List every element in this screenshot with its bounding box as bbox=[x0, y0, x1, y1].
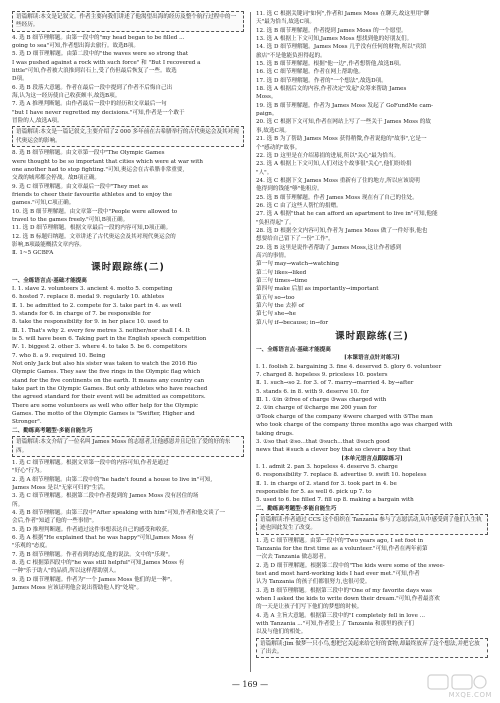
answer-line: "人"。 bbox=[256, 169, 273, 176]
reading-note-text: 语篇解读:Jim 做梦一只小鸟,想把它关起来给它好的食物,却最终放弃了这个想法,并把它放了出去。 bbox=[260, 640, 480, 656]
section-title-lesson-2: 课时跟踪练(二) bbox=[91, 261, 165, 273]
answer-line: 他得到的钱能"够"他租房。 bbox=[256, 186, 323, 193]
answer-line: taking drugs. bbox=[256, 430, 294, 437]
answer-line: 17. 选 D 细节理解题。作者的"一个想法",故选D项。 bbox=[256, 77, 387, 84]
answer-line: 27. 选 A 根据"that he can afford an apartment to live in"可知,他能 bbox=[256, 211, 438, 218]
section-title-lesson-3: 课时跟踪练(三) bbox=[335, 331, 409, 343]
left-block-2 bbox=[12, 277, 244, 593]
answer-line: little"可知,作者被大浪推到岩石上,受了伤但最后恢复了一些。故选 bbox=[12, 68, 177, 75]
reading-note-box bbox=[12, 11, 244, 32]
answer-line: I was pushed against a rock with such force" 和 "But I recovered a bbox=[12, 59, 201, 66]
answer-line: 第五句 so→too bbox=[256, 294, 295, 301]
answer-line: 11. 选 D 细节理解题。根据文章最后一段的内容可知,D项正确。 bbox=[12, 225, 172, 232]
answer-line: 12. 选 B 标题归纳题。文章讲述了古代奥运会及其对现代奥运会的 bbox=[12, 233, 176, 240]
answer-line: 3. ①so that ②so...that ③such...that ③such good bbox=[256, 438, 390, 445]
answer-line: "负担得起"了。 bbox=[256, 219, 295, 226]
answer-line: test and most hard-working kids I had ever met."可知,作者 bbox=[256, 571, 420, 577]
answer-line: 5. 选 D 细节理解题。由第二段中的"the waves were so strong that bbox=[12, 51, 189, 58]
answer-line: 1. 选 C 细节理解题。根据文章第一段中的内容可知,作者是通过 bbox=[12, 459, 169, 466]
answer-line: take part in the Olympic Games. But only athletes who have reached bbox=[12, 386, 208, 393]
answer-line: 26. 选 C 由了这些人帮忙的捐赠。 bbox=[256, 202, 342, 209]
answer-line: 2. ①in charge of ②charge me 200 yuan for bbox=[256, 405, 377, 412]
answer-line: 24. 选 C 根据下文 James Moss 重新有了住的地方,所以应该说明 bbox=[256, 177, 420, 184]
answer-line: ③Took charge of the company ④were charged with ⑤The man bbox=[256, 413, 433, 420]
answer-line: 第二句 likes→liked bbox=[256, 269, 307, 276]
answer-line: 以及与他们的相处。 bbox=[256, 629, 307, 636]
answer-line: Ⅱ. 1. be admitted to 2. compete for 3. take part in 4. as well bbox=[12, 302, 182, 309]
answer-line: 8. 选 B 细节理解题。由文章第一段中"The Olympic Games bbox=[12, 150, 165, 157]
answer-line: 高兴的事情。 bbox=[256, 252, 290, 259]
answer-line: Tanzania for the first time as a volunteer."可知,作者在两年前第 bbox=[256, 545, 428, 552]
answer-line: "but I have never regretted my decisions."可知,作者是一个敢于 bbox=[12, 109, 185, 116]
answer-line: 第四句 make 后加 as importantly→important bbox=[256, 286, 379, 293]
answer-line: Ⅱ. 1. in charge of 2. stand for 3. took part in 4. be bbox=[256, 480, 397, 487]
answer-line: 认为 Tanzania 的孩子们都很努力,也很可爱。 bbox=[256, 579, 371, 586]
answer-line: travel to the games freely."可知,B项正确。 bbox=[12, 216, 129, 223]
answer-line: 6. 选 B 段落大意题。作者在最后一段中提到了作者不后悔自己出 bbox=[12, 84, 173, 91]
answer-line: 的一天是让孩子们写下他们的梦想的时候。 bbox=[256, 604, 363, 611]
watermark-logo bbox=[422, 673, 492, 699]
answer-line: 第三句 times→time bbox=[256, 278, 308, 284]
answer-line: 第七句 she→he bbox=[256, 311, 296, 318]
answer-line: James Moss 是以"无家可归的"生活。 bbox=[12, 484, 109, 491]
answer-line: 10. 选 B 细节理解题。由文章第一段中"People were allowed to bbox=[12, 208, 178, 215]
answer-line: were thought to be so important that cities which were at war with bbox=[12, 158, 203, 165]
answer-line: James Moss 应该证明他会说出帮助他人的"处境"。 bbox=[12, 585, 143, 591]
answer-line: 5. stands 6. in 8. with 9. deserve 10. for bbox=[256, 388, 369, 395]
answer-line: when I asked the kids to write down their dream."可知,作者最喜欢 bbox=[256, 596, 440, 603]
answer-line: 天"最为恰当,故选C项。 bbox=[256, 19, 315, 26]
answer-line: with Tanzania ..."可知,作者爱上了 Tanzania 和那里的孩子们 bbox=[256, 621, 415, 628]
answer-line: 6. responsibility 7. replace 8. advertise 9. swift 10. hopeless bbox=[256, 472, 427, 479]
answer-line: 15. 选 B 细节理解题。根据"他一边",作者想帮他,故选B项。 bbox=[256, 61, 405, 68]
answer-line: 想要给自己留下了一份"工作"。 bbox=[256, 236, 334, 243]
answer-line: 11. 选 C 根据关键词"如何",作者和 James Moss 在聊天,故这里用"聊 bbox=[256, 11, 430, 17]
answer-line: 4. 选 A 主旨大意题。根据第三段中的"I completely fell in love ... bbox=[256, 612, 426, 619]
answer-line: Ⅲ. 1. That's why 2. every few metres 3. neither/nor shall I 4. It bbox=[12, 327, 191, 334]
answer-line: 交战的城邦都会停战。故B项正确。 bbox=[12, 175, 101, 182]
reading-note-text: 语篇解读:本文介绍了一位名叫 James Moss 的志愿者,让他感恩并且记住了爱的好的东西。 bbox=[16, 439, 231, 454]
answer-line: 冒险的人,故选A项。 bbox=[12, 118, 63, 125]
answer-line: the agreed standard for their event will be admitted as competitors. bbox=[12, 394, 206, 401]
answer-line: going to sea"可知,作者想出海去旅行。故选B项。 bbox=[12, 43, 139, 50]
answer-line: 13. 选 A 根据上下文可知,James Moss 想找到他的好朋友们。 bbox=[256, 36, 413, 43]
answer-line: 3. 选 C 细节理解题。根据第二段中作者提到的 James Moss 没有居住的场 bbox=[12, 493, 199, 500]
answer-line: paign。 bbox=[256, 111, 278, 118]
answer-line: 22. 选 D 这里是在介绍募捐的进展,所以"关心"最为恰当。 bbox=[256, 152, 400, 159]
answer-line: 海,认为这一经历使自己收获颇丰,故选B项。 bbox=[12, 93, 121, 100]
answer-line: Not only Jack but also his sister was taken to watch the 2016 Rio bbox=[12, 361, 197, 368]
answer-line: 8. take the responsibility for 9. in her place 10. used to bbox=[12, 319, 169, 326]
answer-line: 21. 选 B 为了帮助 James Moss 获得稍微,作者说他的"故事",它是一 bbox=[256, 136, 427, 143]
answer-line: 2. 选 A 细节理解题。由第二段中的"he hadn't found a house to live in"可知, bbox=[12, 476, 213, 483]
answer-line: 7. who 8. a 9. required 10. Being bbox=[12, 352, 106, 359]
answer-line: Stronger". bbox=[12, 419, 42, 426]
answer-line: 一种"乐于助人"的品质,所以这样帮助别人。 bbox=[12, 568, 120, 575]
answer-line: 旅店"不是他能负担得起的。 bbox=[256, 52, 326, 59]
answer-line: 25. 选 B 细节理解题。作者 James Moss 现在有了自己的住处。 bbox=[256, 194, 418, 201]
answer-line: Ⅱ. 1~5 GCBFA bbox=[12, 250, 54, 257]
answer-line: 9. 选 C 细节理解题。由文章最后一段中"They met as bbox=[12, 183, 148, 190]
subsection-heading: [本课语言点针对练习] bbox=[344, 355, 400, 362]
answer-line: is 5. will have been 6. Taking part in the English speech competition bbox=[12, 336, 207, 343]
answer-line: "好心"行为。 bbox=[12, 468, 46, 475]
answer-line: 16. 选 C 细节理解题。作者在网上帮助他。 bbox=[256, 69, 365, 76]
answer-line: Ⅰ. 1. slave 2. volunteers 3. ancient 4. motto 5. competing bbox=[12, 285, 173, 292]
answer-line: 会后,作者"知道了他的一些事情"。 bbox=[12, 518, 98, 525]
answer-line: 19. 选 B 细节理解题。作者为 James Moss 发起了 GoFundMe cam- bbox=[256, 102, 434, 109]
answer-line: one another had to stop fighting."可知,奥运会在古希腊非常重要, bbox=[12, 166, 185, 173]
answer-line: D项。 bbox=[12, 76, 28, 83]
column-divider bbox=[250, 12, 251, 672]
section-heading: 二、勤练高考题型·多能自能生巧 bbox=[256, 505, 337, 512]
section-heading: 二、勤练高考题型·多能自能生巧 bbox=[12, 427, 93, 434]
answer-line: "乐观的"态度。 bbox=[12, 543, 51, 550]
watermark-text: MXQE.COM bbox=[448, 691, 492, 699]
answer-line: Olympic Games. They saw the five rings in the Olympic flag which bbox=[12, 369, 201, 376]
watermark-icon bbox=[422, 673, 492, 693]
answer-line: 18. 选 A 根据后文的内容,作者决定"发起"众筹来帮助 James bbox=[256, 86, 407, 93]
answer-line: 第一句 may→watch→watching bbox=[256, 261, 339, 268]
answer-line: There are some volunteers as well who offer help for the Olympic bbox=[12, 402, 199, 409]
answer-line: 5. 选 D 推理判断题。作者通过这件事想表达自己的感受和收获。 bbox=[12, 526, 173, 533]
left-column bbox=[12, 10, 244, 675]
right-column bbox=[256, 10, 488, 675]
answer-line: stand for the five continents on the earth. It means any country can bbox=[12, 377, 205, 384]
reading-note-text: 语篇解读:本文是一篇记叙文,主要介绍了2 000 多年前在古希腊举行的古代奥运会及其对现代奥运会的影响。 bbox=[16, 129, 239, 144]
answer-line: 7. 选 A 推理判断题。由作者最后一段中的经历和文章最后一句 bbox=[12, 101, 167, 108]
answer-line: 29. 选 B 这里是说作者帮助了 James Moss,这让作者感到 bbox=[256, 244, 402, 251]
answer-line: Games. The motto of the Olympic Games is "Swifter, Higher and bbox=[12, 411, 195, 418]
answer-line: Moss。 bbox=[256, 94, 277, 101]
answer-line: 6. 选 A 根据"He explained that he was happy"可知,James Moss 有 bbox=[12, 534, 194, 541]
section-heading: 一、全练语言点·基础才能提高 bbox=[256, 347, 331, 354]
answer-line: 8. 选 C 根据第四段中的"he was still helpful"可知,James Moss 有 bbox=[12, 559, 185, 566]
answer-line: news that ④such a clever boy that so clever a boy that bbox=[256, 447, 411, 454]
answer-line: 4. 选 B 细节理解题。由第三段中"After speaking with him"可知,作者和他交谈了一 bbox=[12, 509, 225, 516]
answer-line: 个"感动的"故事。 bbox=[256, 144, 301, 151]
reading-note-box bbox=[256, 638, 488, 659]
answer-line: 影响,B项最能概括文章内容。 bbox=[12, 241, 86, 248]
answer-line: who took charge of the company three months ago was charged with bbox=[256, 422, 453, 429]
answer-line: 23. 选 A 根据上下文可知,人们对这个故事很"关心",他们纷纷捐 bbox=[256, 161, 412, 168]
reading-note-text: 语篇解读:本文是记叙文。作者主要向我们讲述了他渴望出海的经历及整个航行过程中的一些经历。 bbox=[16, 14, 237, 29]
answer-line: 28. 选 D 根据全文内容可知,作者为 James Moss 做了一件好事,他也 bbox=[256, 227, 428, 234]
answer-line: games."可知,C项正确。 bbox=[12, 200, 75, 207]
answer-line: 7. 选 B 细节理解题。作者看到的态度,他的说法。文中的"乐观"。 bbox=[12, 551, 174, 558]
answer-line: Ⅱ. 1. such→so 2. for 3. of 7. marry→married 4. by→after bbox=[256, 380, 414, 387]
reading-note-box bbox=[256, 514, 488, 535]
answer-line: 2. 选 D 细节理解题。根据第二段中的"The kids were some of the swee- bbox=[256, 562, 445, 569]
answer-line: 7. charged 8. hopeless 9. priceless 10. posters bbox=[256, 372, 388, 379]
section-heading: 一、全练语言点·基础才能提高 bbox=[12, 277, 87, 284]
answer-line: Ⅳ. 1. biggest 2. other 3. where 4. to take 5. be 6. competitors bbox=[12, 344, 188, 351]
right-block-2 bbox=[256, 346, 488, 658]
reading-note-box bbox=[12, 436, 244, 457]
subsection-heading: [本单元语言点跟踪练习] bbox=[341, 455, 403, 462]
answer-line: Ⅰ. 1. admit 2. pan 3. hopeless 4. deserve 5. charge bbox=[256, 463, 398, 470]
answer-line: 所。 bbox=[12, 501, 24, 508]
answer-line: 1. 选 C 细节理解题。由第一段中的"Two years ago, I set foot in bbox=[256, 537, 424, 544]
answer-line: responsible for 5. as well 6. pick up 7. to bbox=[256, 488, 372, 495]
left-block-1 bbox=[12, 11, 244, 258]
answer-key-page bbox=[12, 10, 488, 675]
reading-note-text: 语篇解读:作者通过 CCS 这个组织在 Tanzania 参与了志愿活动,从中感受到了他们人生轨迹也因此发生了改变。 bbox=[260, 516, 482, 532]
answer-line: 一次去 Tanzania 做志愿者。 bbox=[256, 554, 330, 561]
answer-line: 6. hosted 7. replace 8. medal 9. regularly 10. athletes bbox=[12, 294, 165, 301]
answer-line: Ⅲ. 1. ①in ②free of charge ③was charged with bbox=[256, 397, 387, 404]
answer-line: 12. 选 B 细节理解题。作者提到 James Moss 的一个愿望。 bbox=[256, 27, 407, 34]
answer-line: Ⅰ. 1. foolish 2. bargaining 3. fine 4. deserved 5. glory 6. volunteer bbox=[256, 363, 442, 370]
reading-note-box bbox=[12, 126, 244, 147]
answer-line: 14. 选 D 细节理解题。James Moss 几乎没有任何的财物,所以"宾馆 bbox=[256, 44, 427, 51]
answer-line: 第六句 the 去掉 of bbox=[256, 303, 304, 310]
right-block-1 bbox=[256, 10, 488, 327]
answer-line: 事,故选C项。 bbox=[256, 127, 291, 134]
page-number: — 169 — bbox=[231, 680, 269, 689]
answer-line: friends to cheer their favourite athletes and to enjoy the bbox=[12, 191, 172, 198]
answer-line: 20. 选 C 根据下文可知,作者在网站上写了一些关于 James Moss 的故 bbox=[256, 119, 431, 126]
answer-line: 5. stands for 6. in charge of 7. be responsible for bbox=[12, 311, 151, 317]
answer-line: 3. 选 B 细节理解题。根据第三段中的"One of my favorite days was bbox=[256, 587, 432, 594]
answer-line: 9. 选 D 细节理解题。作者为"一个 James Moss 他们的是一种"。 bbox=[12, 576, 176, 583]
answer-line: 第八句 if→because; in→for bbox=[256, 319, 329, 326]
answer-line: 4. 选 B 细节理解题。由第一段中的"my head began to be filled ... bbox=[12, 34, 185, 41]
answer-line: 5. used to 6. be filled 7. fill up 8. making a bargain with bbox=[256, 497, 414, 504]
